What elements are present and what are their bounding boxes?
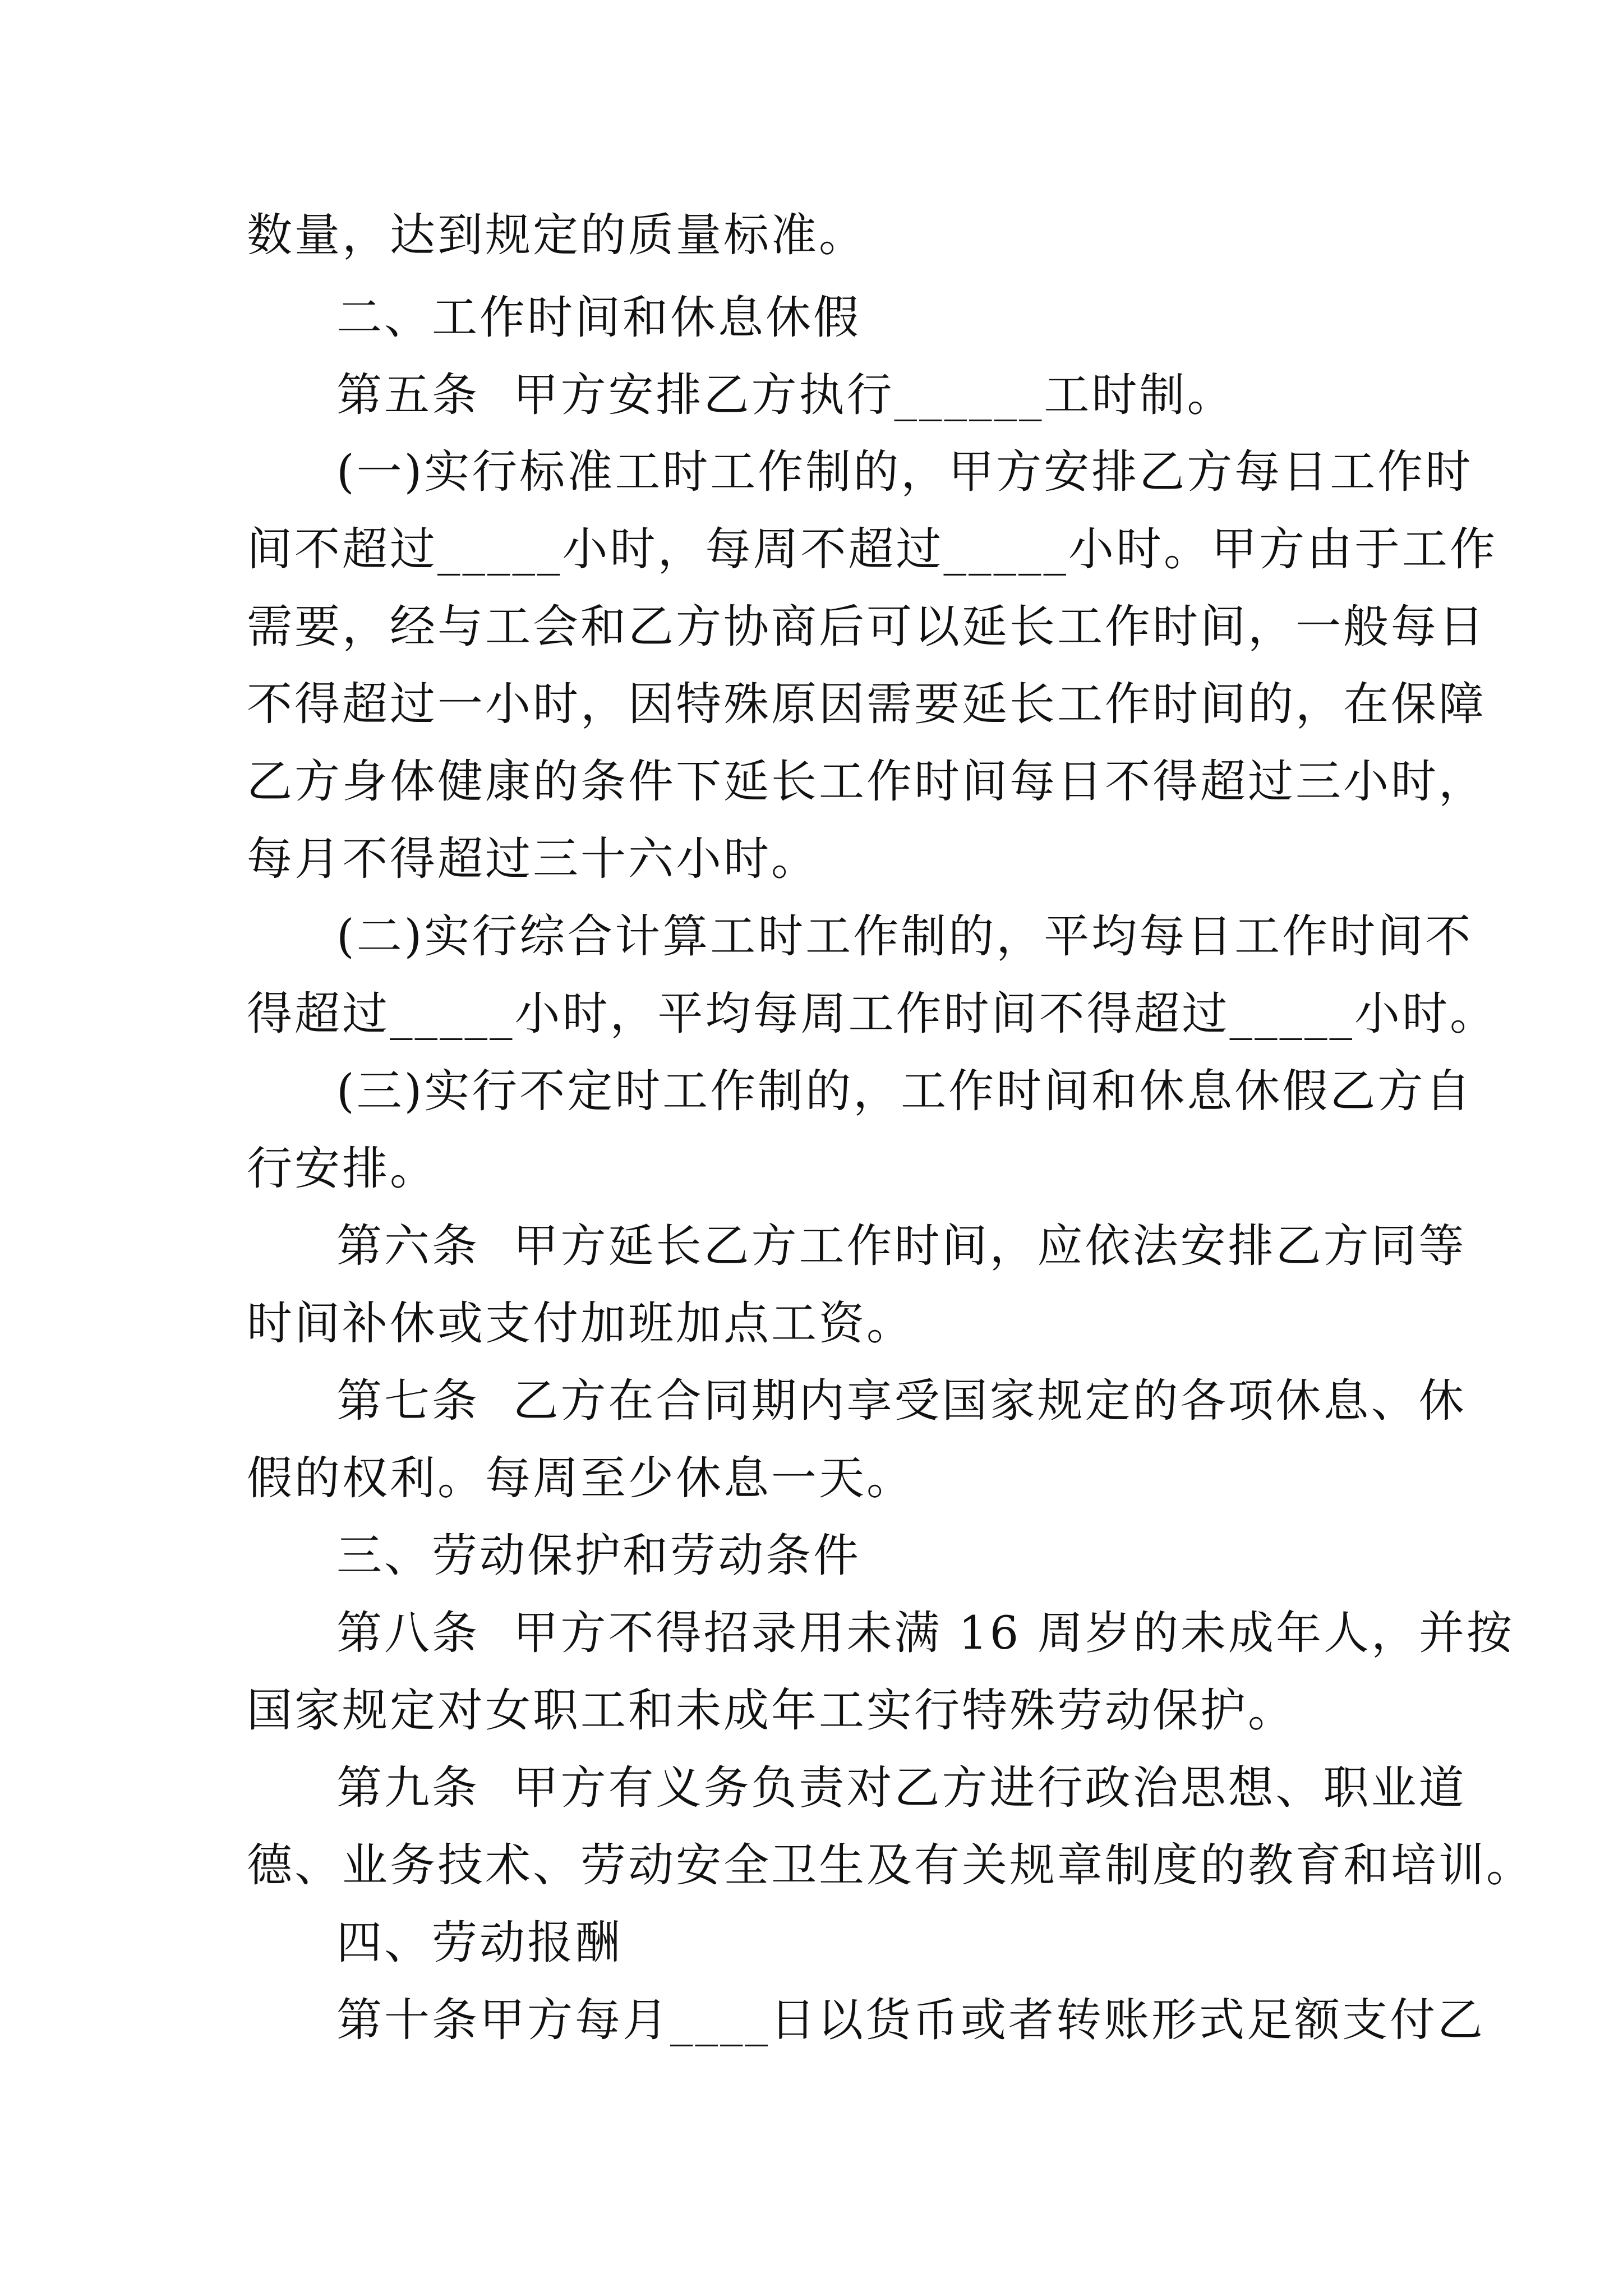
text-line: 每月不得超过三十六小时。: [247, 833, 819, 886]
text-line: 时间补休或支付加班加点工资。: [247, 1297, 915, 1350]
text-line: (二)实行综合计算工时工作制的，平均每日工作时间不: [336, 910, 1473, 963]
text-line: 假的权利。每周至少休息一天。: [247, 1452, 915, 1505]
text-line: 间不超过_____小时，每周不超过_____小时。甲方由于工作: [247, 523, 1498, 576]
text-line: 行安排。: [247, 1143, 438, 1195]
section-heading: 四、劳动报酬: [336, 1917, 623, 1970]
article-line: 第十条甲方每月____日以货币或者转账形式足额支付乙: [336, 1994, 1486, 2047]
section-heading: 三、劳动保护和劳动条件: [336, 1530, 861, 1582]
text-line: 德、业务技术、劳动安全卫生及有关规章制度的教育和培训。: [247, 1839, 1534, 1892]
text-line: 不得超过一小时，因特殊原因需要延长工作时间的，在保障: [247, 678, 1487, 731]
article-line: 第七条 乙方在合同期内享受国家规定的各项休息、休: [336, 1375, 1467, 1428]
article-line: 第五条 甲方安排乙方执行______工时制。: [336, 369, 1235, 422]
section-heading: 二、工作时间和休息休假: [336, 292, 861, 344]
text-line: 国家规定对女职工和未成年工实行特殊劳动保护。: [247, 1685, 1296, 1737]
text-line: 数量，达到规定的质量标准。: [247, 209, 867, 262]
article-line: 第八条 甲方不得招录用未满 16 周岁的未成年人，并按: [336, 1607, 1515, 1660]
text-line: (三)实行不定时工作制的，工作时间和休息休假乙方自: [336, 1065, 1473, 1118]
text-line: 需要，经与工会和乙方协商后可以延长工作时间，一般每日: [247, 601, 1487, 654]
article-line: 第九条 甲方有义务负责对乙方进行政治思想、职业道: [336, 1762, 1467, 1815]
text-line: 得超过_____小时，平均每周工作时间不得超过_____小时。: [247, 988, 1498, 1041]
text-line: (一)实行标准工时工作制的，甲方安排乙方每日工作时: [336, 446, 1473, 499]
text-line: 乙方身体健康的条件下延长工作时间每日不得超过三小时，: [247, 756, 1487, 808]
article-line: 第六条 甲方延长乙方工作时间，应依法安排乙方同等: [336, 1220, 1467, 1273]
